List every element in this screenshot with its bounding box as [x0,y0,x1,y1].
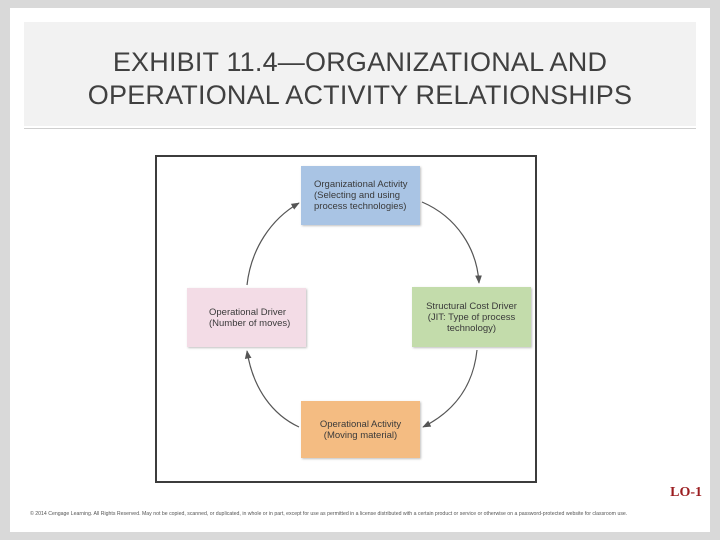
copyright-notice: © 2014 Cengage Learning. All Rights Reserved. May not be copied, scanned, or duplicated, in whole or in part, except for use as permitted in a license distributed with a certain product or service or otherwise on a password-protected website for classroom use. [30,511,628,517]
lo-badge: LO-1 [670,485,702,500]
arrow-top-to-right [422,202,479,283]
node-operational-driver [187,288,306,347]
node-line: Structural Cost Driver [426,300,517,312]
arrow-left-to-top [247,203,299,285]
cycle-diagram [155,155,537,483]
title-divider [24,128,696,129]
node-organizational-activity [301,166,420,225]
node-line: (Moving material) [323,429,398,441]
title-box [24,22,696,126]
slide-title [24,46,696,112]
slide-title-line-2: OPERATIONAL ACTIVITY RELATIONSHIPS [87,80,633,110]
node-line: (JIT: Type of process [427,311,516,323]
arrow-bottom-to-left [247,351,299,427]
slide [10,8,710,532]
node-line: Operational Driver [209,306,287,318]
node-line: Organizational Activity [314,179,408,190]
node-line: process technologies) [314,201,407,212]
slide-title-line-1: EXHIBIT 11.4—ORGANIZATIONAL AND [112,47,608,77]
node-line: Operational Activity [319,418,402,430]
node-operational-activity [301,401,420,458]
node-line: (Selecting and using [314,190,401,201]
node-line: (Number of moves) [209,317,291,329]
arrow-right-to-bottom [423,350,477,427]
node-structural-cost-driver [412,287,531,347]
node-line: technology) [446,322,497,334]
